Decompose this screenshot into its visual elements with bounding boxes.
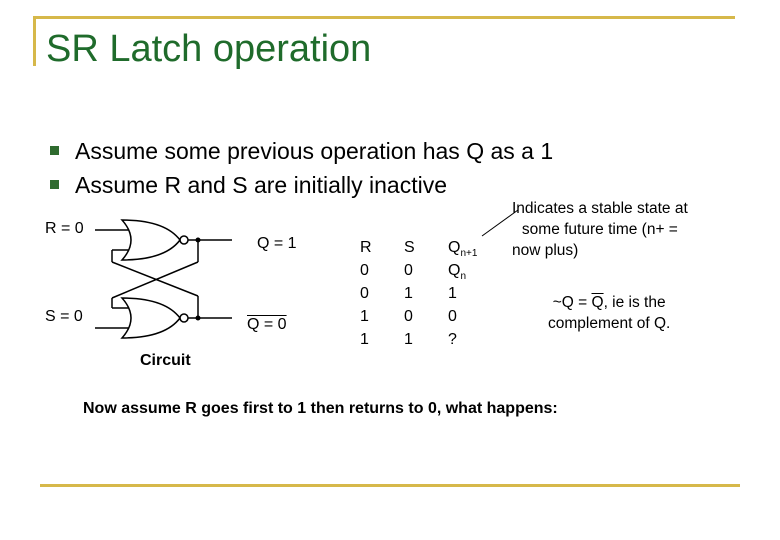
table-cell: 1 — [360, 331, 369, 348]
note-qbar: $\overline{Q}$ — [591, 294, 604, 311]
circuit-caption: Circuit — [140, 352, 191, 369]
table-header-r: R — [360, 239, 372, 256]
table-cell: 0 — [404, 308, 413, 325]
table-cell: 0 — [360, 262, 369, 279]
note-text: , ie is the — [603, 294, 666, 311]
qn-cell-main: Q — [448, 262, 461, 279]
note-line — [548, 292, 670, 313]
bullet-text: Assume R and S are initially inactive — [75, 172, 447, 198]
table-header-s: S — [404, 239, 415, 256]
note-line: complement of Q. — [548, 315, 671, 332]
qn1-header-sub: n+1 — [460, 248, 478, 260]
r-input-label: R = 0 — [45, 220, 84, 237]
note-line: some future time (n+ = — [521, 221, 678, 238]
question-text: Now assume R goes first to 1 then returns to 0, what happens: — [83, 400, 558, 417]
table-cell: 1 — [404, 331, 413, 348]
stable-state-note — [512, 198, 688, 261]
qn-cell-sub: n — [460, 271, 467, 283]
note-text: ~Q = — [552, 294, 592, 311]
qn1-header-main: Q — [448, 239, 461, 256]
table-cell: 1 — [360, 308, 369, 325]
bullet-text: Assume some previous operation has Q as a 1 — [75, 138, 554, 164]
table-cell: 0 — [360, 285, 369, 302]
table-cell: 1 — [404, 285, 413, 302]
q-output-label: Q = 1 — [257, 235, 297, 252]
note-line: now plus) — [512, 242, 579, 259]
table-cell: 0 — [404, 262, 413, 279]
table-cell: 1 — [448, 285, 457, 302]
table-cell: ? — [448, 331, 457, 348]
s-input-label: S = 0 — [45, 308, 83, 325]
complement-note — [548, 292, 670, 334]
slide-title: SR Latch operation — [46, 28, 372, 70]
table-cell: 0 — [448, 308, 457, 325]
qbar-label-text: Q = 0 — [247, 316, 287, 333]
note-line: Indicates a stable state at — [512, 200, 688, 217]
